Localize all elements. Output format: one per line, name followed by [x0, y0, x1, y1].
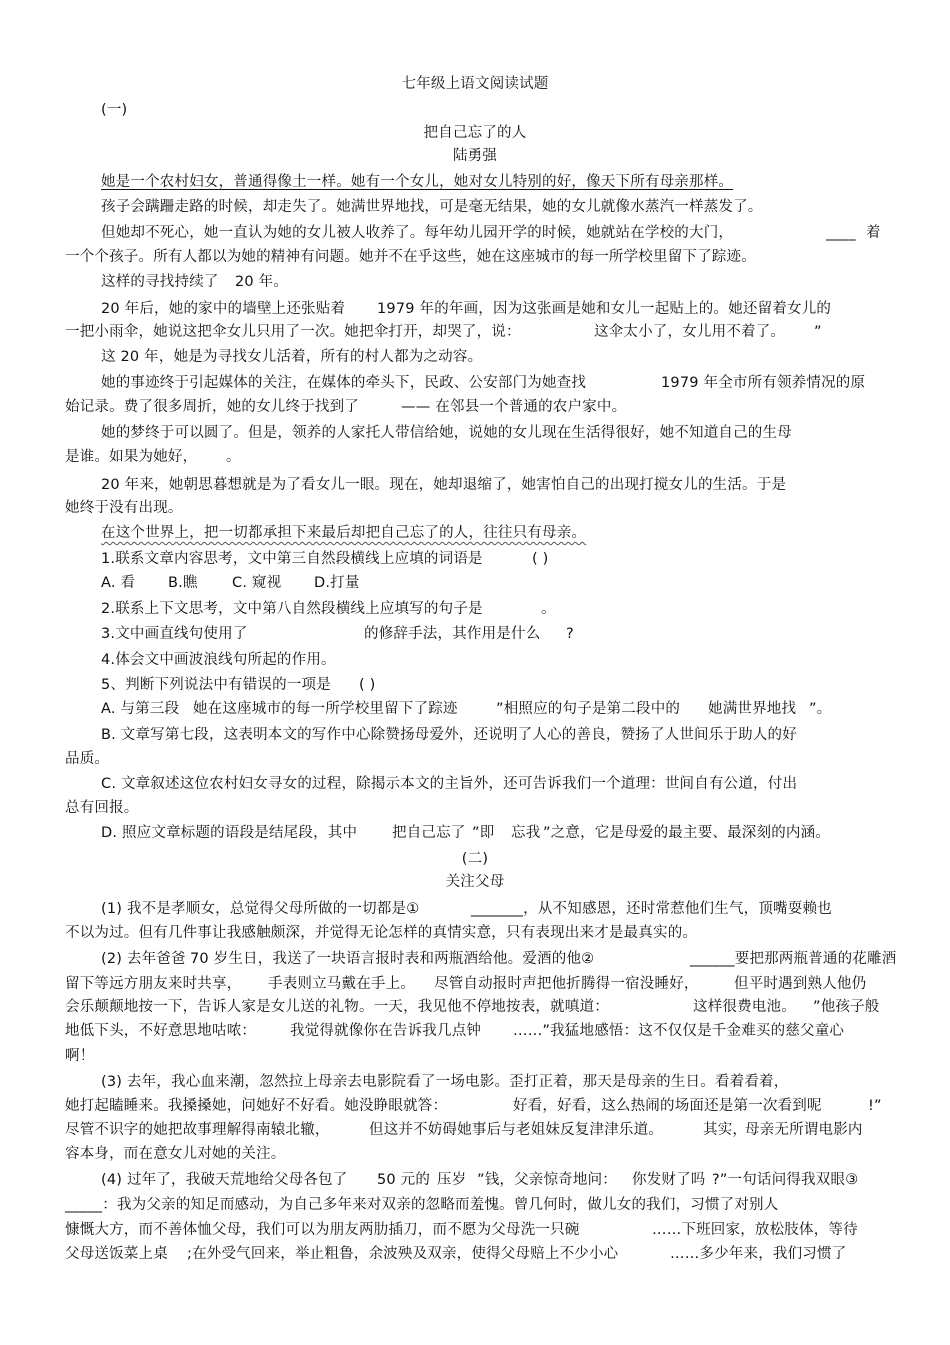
- paragraph-5-close-quote: ”: [814, 324, 822, 340]
- question-5-option-b-1: B. 文章写第七段，这表明本文的写作中心除赞扬母爱外，还说明了人心的善良，赞扬了人世间乐于助人的好: [101, 727, 797, 743]
- section-1-part-2: _______，从不知感恩，还时常惹他们生气，顶嘴耍赖也: [471, 901, 832, 917]
- question-5-option-b-2: 品质。: [65, 751, 110, 767]
- question-3-part-2: 的修辞手法，其作用是什么: [364, 626, 541, 642]
- question-4: 4.体会文中画波浪线句所起的作用。: [101, 652, 336, 668]
- section-2-part-5: 手表则立马戴在手上。: [268, 976, 415, 992]
- question-5-option-d-1: D. 照应文章标题的语段是结尾段，其中: [101, 825, 358, 841]
- section-3-part-8: 母亲无所谓电影内: [745, 1122, 863, 1138]
- question-5-option-a-2: 她在这座城市的每一所学校里留下了踪迹: [193, 701, 458, 717]
- section-2-part-12: 我觉得就像你在告诉我几点钟: [290, 1023, 482, 1039]
- section-2-part-8: 会乐颠颠地按一下，告诉人家是女儿送的礼物。一天，我见他不停地按表，就嗔道：: [65, 999, 609, 1015]
- article-title-1: 把自己忘了的人: [423, 125, 527, 141]
- section-2-part-14: 啊！: [65, 1048, 95, 1064]
- section-4-part-11: ……多少年来，我们习惯了: [670, 1246, 847, 1262]
- question-5-option-a-4: 她满世界地找: [708, 701, 797, 717]
- question-5-option-d-2: 把自己忘了: [392, 825, 466, 841]
- paragraph-10-wavy: 在这个世界上，把一切都承担下来最后却把自己忘了的人，往往只有母亲。: [101, 525, 587, 541]
- paragraph-7-part-3: 始记录。费了很多周折，她的女儿终于找到了: [65, 399, 359, 415]
- section-4-part-6: ?”一句话问得我双眼③: [712, 1172, 859, 1188]
- paragraph-7-part-1: 她的事迹终于引起媒体的关注，在媒体的牵头下，民政、公安部门为她查找: [101, 375, 587, 391]
- section-4-part-1: (4) 过年了，我破天荒地给父母各包了: [101, 1172, 348, 1188]
- section-2-part-6: 尽管自动报时声把他折腾得一宿没睡好，: [434, 976, 699, 992]
- section-4-part-4: ”钱，父亲惊奇地问：: [477, 1172, 618, 1188]
- question-5-option-a-5: ”。: [809, 701, 832, 717]
- paragraph-1: 她是一个农村妇女，普通得像土一样。她有一个女儿，她对女儿特别的好，像天下所有母亲那样。: [101, 174, 734, 190]
- paragraph-3-line-2: 一个个孩子。所有人都以为她的精神有问题。她并不在乎这些，她在这座城市的每一所学校里留下了踪迹。: [65, 249, 756, 265]
- paragraph-5-part-3: 一把小雨伞，她说这把伞女儿只用了一次。她把伞打开，却哭了，说：: [65, 324, 521, 340]
- paragraph-5-part-1: 20 年后，她的家中的墙壁上还张贴着: [101, 301, 346, 317]
- section-4-part-2: 50 元的: [377, 1172, 431, 1188]
- doc-title: 七年级上语文阅读试题: [401, 76, 549, 92]
- paragraph-6: 这 20 年，她是为寻找女儿活着，所有的村人都为之动容。: [101, 349, 483, 365]
- question-3-mark: ?: [566, 626, 574, 642]
- question-1: 1.联系文章内容思考，文中第三自然段横线上应填的词语是: [101, 551, 483, 567]
- section-3-part-3: 好看，好看，这么热闹的场面还是第一次看到呢: [513, 1098, 822, 1114]
- question-5: 5、判断下列说法中有错误的一项是: [101, 677, 331, 693]
- section-4-part-9: 父母送饭菜上桌: [65, 1246, 168, 1262]
- section-4-part-3: 压岁: [437, 1172, 467, 1188]
- section-label-1: (一): [101, 102, 128, 118]
- section-4-part-8: ……下班回家，放松肢体，等待: [652, 1222, 858, 1238]
- question-1-option-c: C. 窥视: [232, 575, 282, 591]
- section-2-part-3: ______要把那两瓶普通的花雕酒: [690, 951, 897, 967]
- section-2-part-10: ”他孩子般: [813, 999, 880, 1015]
- paragraph-5-quote: 这伞太小了，女儿用不着了。: [594, 324, 786, 340]
- paragraph-7-part-4: —— 在邻县一个普通的农户家中。: [401, 399, 627, 415]
- question-2-period: 。: [541, 601, 556, 617]
- section-3-part-4: !”: [868, 1098, 882, 1114]
- question-3-part-1: 3.文中画直线句使用了: [101, 626, 248, 642]
- section-1-part-1: (1) 我不是孝顺女，总觉得父母所做的一切都是①: [101, 901, 420, 917]
- section-3-part-7: 其实，: [703, 1122, 748, 1138]
- question-1-paren: ( ): [532, 551, 549, 567]
- question-5-option-d-5: ”之意，它是母爱的最主要、最深刻的内涵。: [543, 825, 831, 841]
- section-3-line-1: (3) 去年，我心血来潮，忽然拉上母亲去电影院看了一场电影。歪打正着，那天是母亲的生日。看着看着，: [101, 1074, 789, 1090]
- paragraph-9-line-2: 她终于没有出现。: [65, 500, 183, 516]
- article-title-2: 关注父母: [445, 874, 505, 890]
- question-1-option-b: B.瞧: [168, 575, 198, 591]
- question-1-option-d: D.打量: [314, 575, 360, 591]
- paragraph-3-blank: ____: [826, 225, 856, 241]
- section-2-part-4: 留下等远方朋友来时共享，: [65, 976, 242, 992]
- paragraph-8-line-2: 是谁。如果为她好，: [65, 449, 198, 465]
- section-4-line-2: _____：我为父亲的知足而感动，为自己多年来对双亲的忽略而羞愧。曾几何时，做儿女的我们，习惯了对别人: [65, 1197, 779, 1213]
- paragraph-2: 孩子会蹒跚走路的时候，却走失了。她满世界地找，可是毫无结果，她的女儿就像水蒸汽一样蒸发了。: [101, 199, 763, 215]
- question-5-option-a-1: A. 与第三段: [101, 701, 180, 717]
- question-1-option-a: A. 看: [101, 575, 136, 591]
- question-5-option-c-2: 总有回报。: [65, 800, 139, 816]
- question-5-option-c-1: C. 文章叙述这位农村妇女寻女的过程，除揭示本文的主旨外，还可告诉我们一个道理：世间自有公道，付出: [101, 776, 798, 792]
- question-5-option-d-4: 忘我: [511, 825, 541, 841]
- section-2-part-13: ……”我猛地感悟：这不仅仅是千金难买的慈父童心: [513, 1023, 845, 1039]
- section-2-part-7: 但平时遇到熟人他仍: [734, 976, 867, 992]
- paragraph-5-part-2: 1979 年的年画，因为这张画是她和女儿一起贴上的。她还留着女儿的: [377, 301, 832, 317]
- question-5-paren: ( ): [359, 677, 376, 693]
- section-3-part-9: 容本身，而在意女儿对她的关注。: [65, 1146, 286, 1162]
- section-4-part-5: 你发财了吗: [632, 1172, 706, 1188]
- section-label-2: (二): [461, 851, 489, 867]
- paragraph-3-end: 着: [866, 225, 881, 241]
- paragraph-4-years: 20 年。: [235, 274, 289, 290]
- question-5-option-d-3: ”即: [472, 825, 495, 841]
- section-3-part-6: 但这并不妨碍她事后与老姐妹反复津津乐道。: [369, 1122, 663, 1138]
- paragraph-4-text: 这样的寻找持续了: [101, 274, 219, 290]
- question-2: 2.联系上下文思考，文中第八自然段横线上应填写的句子是: [101, 601, 483, 617]
- paragraph-7-part-2: 1979 年全市所有领养情况的原: [661, 375, 866, 391]
- paragraph-3-line-1: 但她却不死心，她一直认为她的女儿被人收养了。每年幼儿园开学的时候，她就站在学校的大门，: [101, 225, 734, 241]
- section-4-part-10: ;在外受气回来，举止粗鲁，余波殃及双亲，使得父母赔上不少小心: [187, 1246, 619, 1262]
- paragraph-8-period: 。: [226, 449, 241, 465]
- section-2-part-2: 70 岁生日，我送了一块语言报时表和两瓶酒给他。爱酒的他②: [190, 951, 595, 967]
- article-author-1: 陆勇强: [452, 148, 498, 164]
- section-2-part-9: 这样很费电池。: [693, 999, 796, 1015]
- section-2-part-11: 地低下头，不好意思地咕哝：: [65, 1023, 257, 1039]
- section-3-part-5: 尽管不识字的她把故事理解得南辕北辙，: [65, 1122, 330, 1138]
- section-2-part-1: (2) 去年爸爸: [101, 951, 186, 967]
- section-4-part-7: 慷慨大方，而不善体恤父母，我们可以为朋友两肋插刀，而不愿为父母洗一只碗: [65, 1222, 580, 1238]
- section-1-line-2: 不以为过。但有几件事让我感触颇深，并觉得无论怎样的真情实意，只有表现出来才是最真实的。: [65, 925, 698, 941]
- paragraph-8-line-1: 她的梦终于可以圆了。但是，领养的人家托人带信给她，说她的女儿现在生活得很好，她不知道自己的生母: [101, 425, 792, 441]
- question-5-option-a-3: ”相照应的句子是第二段中的: [496, 701, 681, 717]
- section-3-part-2: 她打起瞌睡来。我搡搡她，问她好不好看。她没睁眼就答：: [65, 1098, 448, 1114]
- paragraph-9-line-1: 20 年来，她朝思暮想就是为了看女儿一眼。现在，她却退缩了，她害怕自己的出现打搅女儿的生活。于是: [101, 477, 787, 493]
